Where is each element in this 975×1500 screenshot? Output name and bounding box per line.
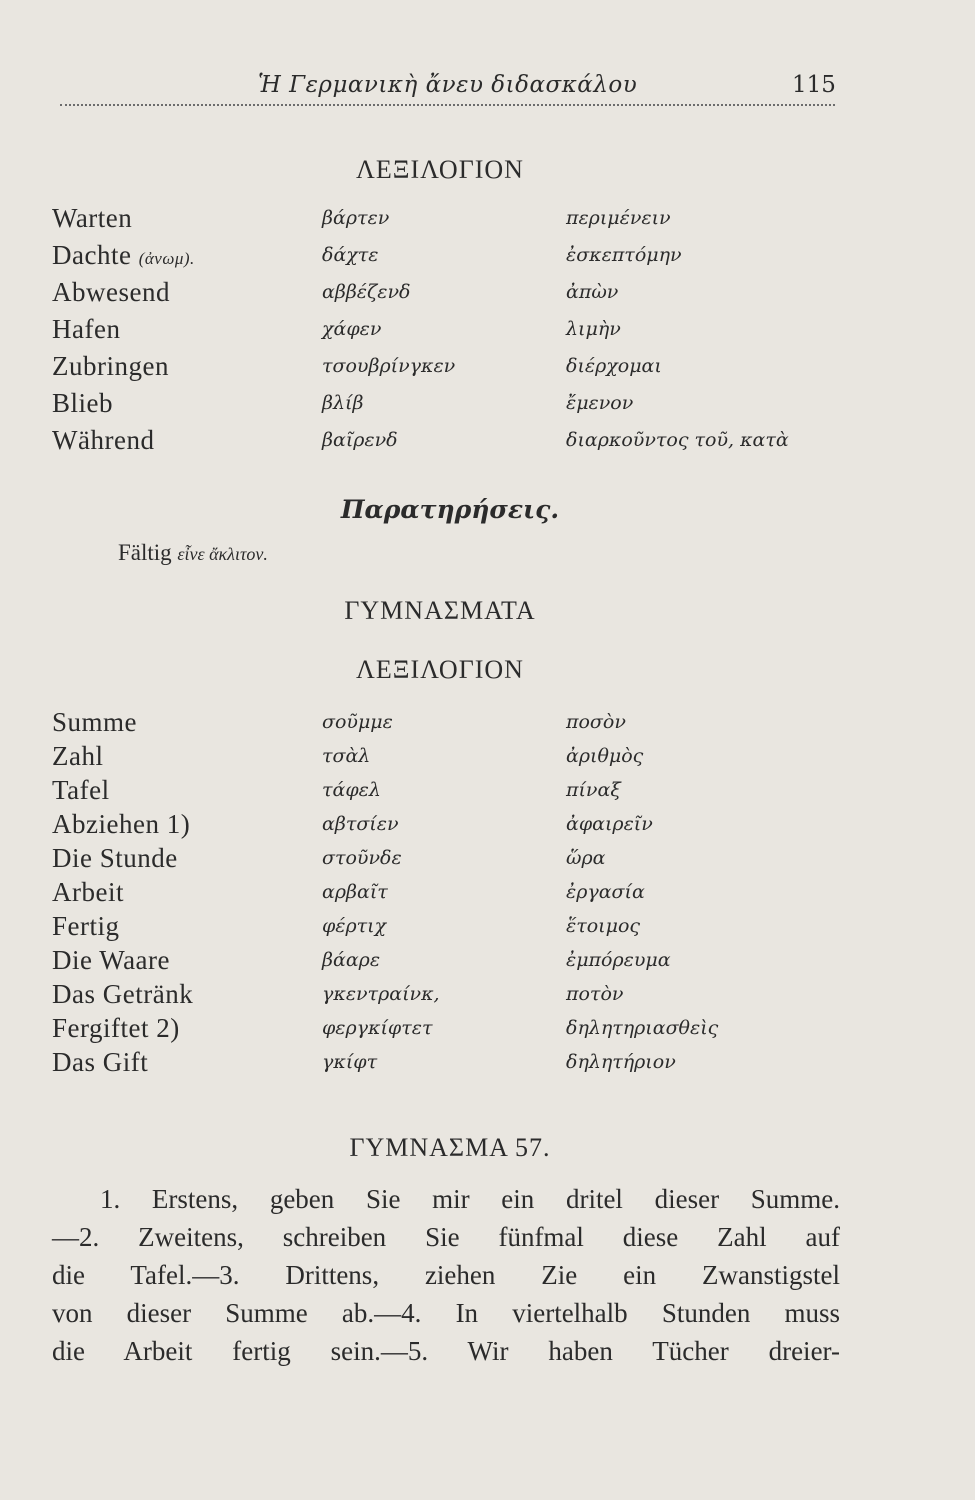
- transliteration: τσουβρίνγκεν: [322, 355, 456, 377]
- german-word: Warten: [52, 203, 133, 233]
- greek-meaning: δηλητήριον: [566, 1051, 676, 1073]
- greek-meaning: ἐμπόρευμα: [566, 949, 671, 971]
- vocab-row: [0, 1013, 975, 1047]
- greek-meaning: δηλητηριασθεὶς: [566, 1017, 719, 1039]
- grammar-note: (ἀνωμ).: [138, 249, 195, 268]
- transliteration: αβτσίεν: [322, 813, 399, 835]
- german-word: Hafen: [52, 314, 121, 344]
- greek-meaning: ἐσκεπτόμην: [566, 244, 682, 266]
- vocab-row: [0, 277, 975, 314]
- greek-meaning: ποτὸν: [566, 983, 624, 1005]
- vocabulary-list-1: [0, 203, 975, 462]
- lexicon-heading-2: ΛΕΞΙΛΟΓΙΟΝ: [356, 655, 524, 684]
- page-number: 115: [792, 72, 836, 98]
- german-word: Abziehen 1): [52, 809, 191, 839]
- greek-meaning: περιμένειν: [566, 207, 671, 229]
- vocab-row: [0, 351, 975, 388]
- greek-meaning: διαρκοῦντος τοῦ, κατὰ: [566, 429, 789, 451]
- greek-meaning: ἀριθμὸς: [566, 745, 644, 767]
- german-word: Fertig: [52, 911, 120, 941]
- german-word: Arbeit: [52, 877, 124, 907]
- observation-word: Fältig: [118, 540, 172, 565]
- vocab-row: [0, 911, 975, 945]
- vocab-row: [0, 240, 975, 277]
- vocab-row: [0, 314, 975, 351]
- vocab-row: [0, 741, 975, 775]
- greek-meaning: ἐργασία: [566, 881, 645, 903]
- vocab-row: [0, 979, 975, 1013]
- german-word: Abwesend: [52, 277, 170, 307]
- transliteration: βαῖρενδ: [322, 429, 398, 451]
- transliteration: βάαρε: [322, 949, 381, 971]
- vocab-row: [0, 775, 975, 809]
- vocab-row: [0, 877, 975, 911]
- german-word: Zahl: [52, 741, 104, 771]
- german-word: Die Waare: [52, 945, 171, 975]
- vocab-row: [0, 945, 975, 979]
- german-word: Während: [52, 425, 155, 455]
- german-word: [52, 240, 195, 271]
- exercise-line: die Arbeit fertig sein.—5. Wir haben Tücher dreier-: [52, 1336, 840, 1366]
- observation-note: [118, 540, 268, 566]
- observations-title: Παρατηρήσεις.: [340, 495, 560, 524]
- greek-meaning: ἔμενον: [566, 392, 634, 414]
- german-word: Fergiftet 2): [52, 1013, 180, 1043]
- transliteration: γκίφτ: [322, 1051, 378, 1073]
- vocab-row: [0, 388, 975, 425]
- greek-meaning: ἀφαιρεῖν: [566, 813, 653, 835]
- greek-meaning: ἕτοιμος: [566, 915, 641, 937]
- vocab-row: [0, 707, 975, 741]
- vocab-row: [0, 425, 975, 462]
- german-word: Das Getränk: [52, 979, 194, 1009]
- greek-meaning: λιμὴν: [566, 318, 621, 340]
- vocabulary-list-2: [0, 707, 975, 1081]
- greek-meaning: ποσὸν: [566, 711, 626, 733]
- greek-meaning: ὥρα: [566, 847, 606, 869]
- vocab-row: [0, 1047, 975, 1081]
- transliteration: αρβαῖτ: [322, 881, 388, 903]
- german-word: Die Stunde: [52, 843, 178, 873]
- transliteration: χάφεν: [322, 318, 382, 340]
- greek-meaning: διέρχομαι: [566, 355, 662, 377]
- observation-text: εἶνε ἄκλιτον.: [177, 544, 268, 564]
- vocab-row: [0, 203, 975, 240]
- exercise-line: —2. Zweitens, schreiben Sie fünfmal diese Zahl auf: [52, 1222, 840, 1252]
- german-word-text: Dachte: [52, 240, 132, 270]
- german-word: Blieb: [52, 388, 113, 418]
- exercise-line: von dieser Summe ab.—4. In viertelhalb Stunden muss: [52, 1298, 840, 1328]
- transliteration: τάφελ: [322, 779, 381, 801]
- running-title: Ἡ Γερμανικὴ ἄνευ διδασκάλου: [258, 72, 638, 98]
- transliteration: φεργκίφτετ: [322, 1017, 433, 1039]
- transliteration: βάρτεν: [322, 207, 390, 229]
- exercise-line: die Tafel.—3. Drittens, ziehen Zie ein Zwanstigstel: [52, 1260, 840, 1290]
- header-rule: [60, 104, 835, 106]
- transliteration: γκεντραίνκ,: [322, 983, 440, 1005]
- exercises-heading: ΓΥΜΝΑΣΜΑΤΑ: [344, 596, 536, 625]
- page-header: [0, 72, 975, 112]
- greek-meaning: ἀπὼν: [566, 281, 619, 303]
- greek-meaning: πίναξ: [566, 779, 621, 801]
- german-word: Zubringen: [52, 351, 169, 381]
- exercise-57-text: [52, 1180, 840, 1370]
- exercise-57-heading: ΓΥΜΝΑΣΜΑ 57.: [349, 1133, 551, 1162]
- german-word: Tafel: [52, 775, 110, 805]
- german-word: Das Gift: [52, 1047, 149, 1077]
- transliteration: στοῦνδε: [322, 847, 402, 869]
- transliteration: αββέζενδ: [322, 281, 411, 303]
- lexicon-heading: ΛΕΞΙΛΟΓΙΟΝ: [356, 155, 524, 184]
- transliteration: σοῦμμε: [322, 711, 393, 733]
- transliteration: τσὰλ: [322, 745, 371, 767]
- exercise-line: 1. Erstens, geben Sie mir ein dritel dieser Summe.: [100, 1184, 840, 1214]
- vocab-row: [0, 809, 975, 843]
- transliteration: φέρτιχ: [322, 915, 387, 937]
- german-word: Summe: [52, 707, 138, 737]
- vocab-row: [0, 843, 975, 877]
- transliteration: δάχτε: [322, 244, 379, 266]
- transliteration: βλίβ: [322, 392, 364, 414]
